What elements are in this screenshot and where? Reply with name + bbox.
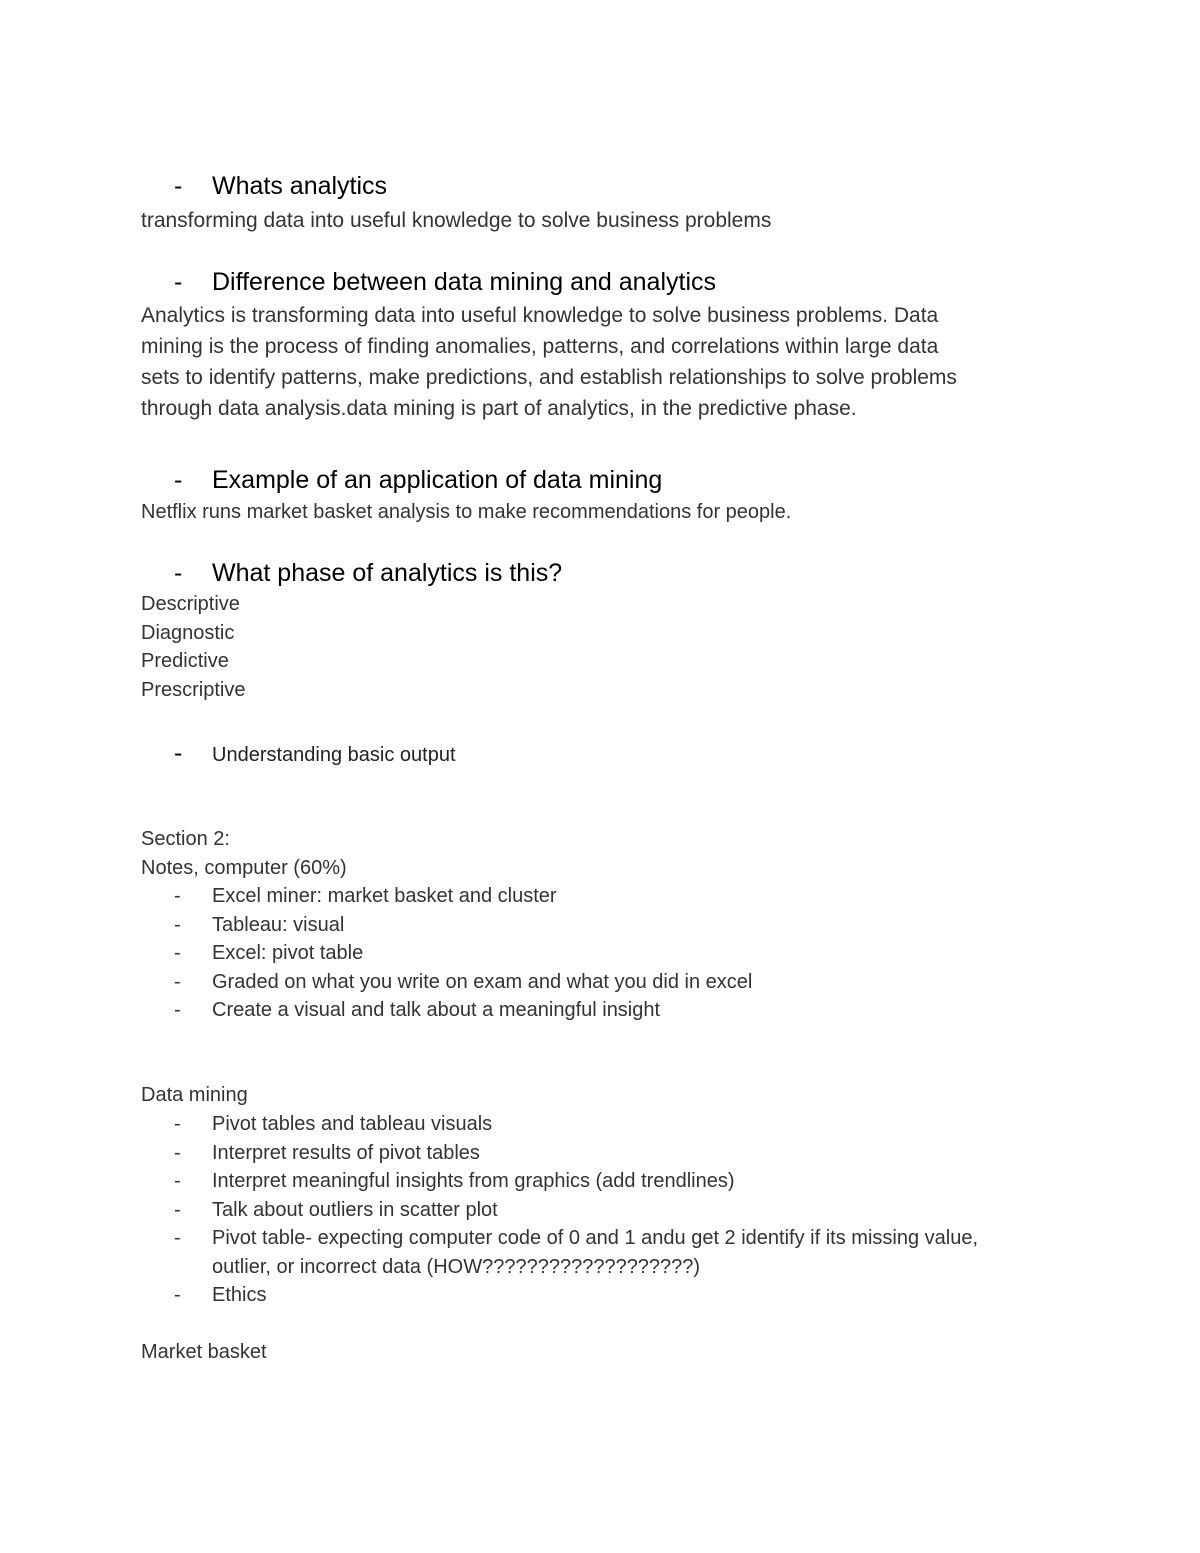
bullet-dash: - [174,172,183,200]
phase-predictive: Predictive [141,650,229,672]
data-mining-title: Data mining [141,1084,248,1106]
list-item: - Graded on what you write on exam and what you did in excel [174,970,753,993]
heading-understanding: - Understanding basic output [174,739,456,767]
list-item: - Pivot table- expecting computer code of 0 and 1 andu get 2 identify if its missing value, [174,1227,978,1249]
paragraph-line: Analytics is transforming data into useful knowledge to solve business problems. Data [141,304,939,327]
list-item: - Interpret meaningful insights from graphics (add trendlines) [174,1170,735,1192]
paragraph-line: through data analysis.data mining is part of analytics, in the predictive phase. [141,397,857,420]
paragraph-line: sets to identify patterns, make predictions, and establish relationships to solve problems [141,366,957,389]
data-mining-list [174,1110,978,1310]
bullet-dash: - [174,559,183,587]
list-item: - Tableau: visual [174,913,345,936]
phase-descriptive: Descriptive [141,593,240,615]
paragraph-line: mining is the process of finding anomalies, patterns, and correlations within large data [141,335,939,358]
list-item: - Ethics [174,1284,267,1306]
heading-whats-analytics: - Whats analytics [174,172,388,200]
list-item: - Interpret results of pivot tables [174,1141,480,1164]
list-item: - Excel miner: market basket and cluster [174,885,557,907]
list-item: - Talk about outliers in scatter plot [174,1198,498,1221]
phase-diagnostic: Diagnostic [141,622,235,644]
phase-prescriptive: Prescriptive [141,679,246,701]
paragraph-line: Netflix runs market basket analysis to make recommendations for people. [141,501,792,523]
list-item: - Pivot tables and tableau visuals [174,1113,493,1135]
market-basket-title: Market basket [141,1341,267,1363]
heading-example: - Example of an application of data mining [174,466,663,494]
bullet-dash: - [174,739,183,767]
list-item-continuation: outlier, or incorrect data (HOW???????????????????) [212,1255,701,1278]
section2-subtitle: Notes, computer (60%) [141,857,347,879]
heading-difference: - Difference between data mining and analytics [174,268,717,296]
heading-phase: - What phase of analytics is this? [174,559,563,587]
section2-list [174,882,752,1025]
bullet-dash: - [174,466,183,494]
list-item: - Excel: pivot table [174,942,364,964]
bullet-dash: - [174,268,183,296]
list-item: - Create a visual and talk about a meaningful insight [174,999,661,1021]
section2-title: Section 2: [141,828,230,850]
paragraph-line: transforming data into useful knowledge to solve business problems [141,209,772,232]
